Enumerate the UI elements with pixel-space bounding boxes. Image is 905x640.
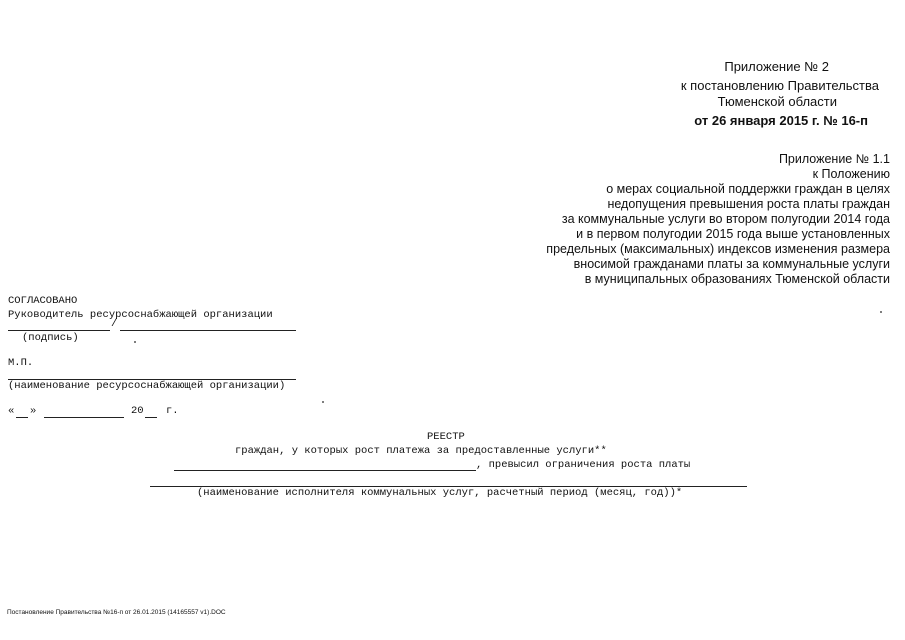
appendix-1-1-line: предельных (максимальных) индексов изменения размера bbox=[546, 242, 890, 256]
register-title: РЕЕСТР bbox=[427, 431, 465, 443]
head-of-organization-label: Руководитель ресурсоснабжающей организации bbox=[8, 309, 273, 321]
date-quote-close: » bbox=[30, 405, 37, 417]
name-line bbox=[120, 330, 296, 331]
date-year-line bbox=[145, 417, 157, 418]
appendix-2-date: от 26 января 2015 г. № 16-п bbox=[694, 113, 868, 128]
scan-speck bbox=[134, 341, 136, 343]
date-year-suffix: г. bbox=[166, 405, 179, 417]
signature-caption: (подпись) bbox=[22, 332, 79, 344]
appendix-1-1-line: к Положению bbox=[812, 167, 890, 181]
agreed-label: СОГЛАСОВАНО bbox=[8, 295, 78, 307]
register-subtitle: граждан, у которых рост платежа за предоставленные услуги** bbox=[235, 445, 607, 457]
appendix-1-1-line: о мерах социальной поддержки граждан в целях bbox=[606, 182, 890, 196]
stamp-label: М.П. bbox=[8, 357, 34, 369]
signature-slash: / bbox=[111, 318, 118, 330]
appendix-1-1-title: Приложение № 1.1 bbox=[778, 152, 890, 166]
scan-speck bbox=[880, 311, 882, 313]
date-day-line bbox=[16, 417, 28, 418]
scan-speck bbox=[322, 401, 324, 403]
appendix-1-1-line: вносимой гражданами платы за коммунальные услуги bbox=[573, 257, 890, 271]
register-caption: (наименование исполнителя коммунальных услуг, расчетный период (месяц, год))* bbox=[197, 487, 683, 499]
date-year-prefix: 20 bbox=[131, 405, 144, 417]
appendix-1-1-line: недопущения превышения роста платы граждан bbox=[607, 197, 890, 211]
footer-file-name: Постановление Правительства №16-п от 26.01.2015 (14165557 v1).DOC bbox=[7, 609, 226, 616]
register-exceeded-text: , превысил ограничения роста платы bbox=[476, 459, 691, 471]
appendix-2-line-1: к постановлению Правительства bbox=[680, 78, 879, 93]
service-name-line bbox=[174, 470, 476, 471]
appendix-2-line-2: Тюменской области bbox=[717, 94, 837, 109]
appendix-1-1-line: за коммунальные услуги во втором полугодии 2014 года bbox=[561, 212, 890, 226]
appendix-1-1-line: в муниципальных образованиях Тюменской области bbox=[584, 272, 890, 286]
appendix-1-1-line: и в первом полугодии 2015 года выше установленных bbox=[576, 227, 890, 241]
appendix-2-title: Приложение № 2 bbox=[724, 59, 829, 74]
signature-line bbox=[8, 330, 110, 331]
date-month-line bbox=[44, 417, 124, 418]
date-quote-open: « bbox=[8, 405, 15, 417]
organization-caption: (наименование ресурсоснабжающей организации) bbox=[8, 380, 286, 392]
